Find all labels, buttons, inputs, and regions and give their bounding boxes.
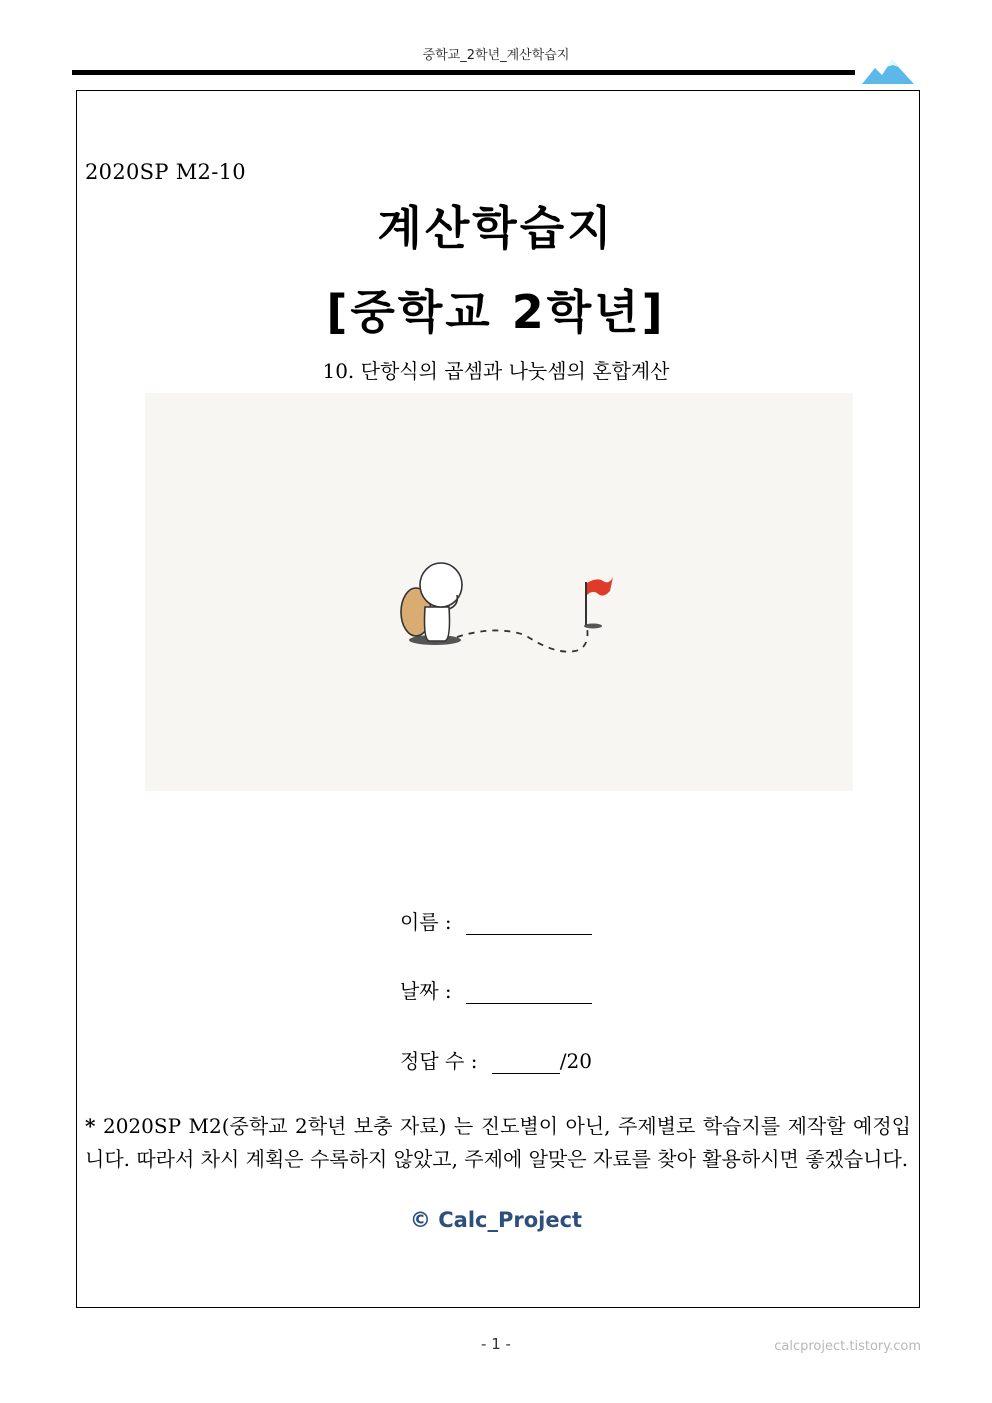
copyright-label: © Calc_Project <box>409 1208 583 1232</box>
header-rule <box>72 70 855 75</box>
date-blank[interactable] <box>466 983 592 1004</box>
note-star: * <box>85 1114 96 1138</box>
name-field <box>0 906 992 935</box>
note-text: 2020SP M2(중학교 2학년 보충 자료) 는 진도별이 아닌, 주제별로 학습지를 제작할 예정입니다. 따라서 차시 계획은 수록하지 않았고, 주제에 알맞은 자료를 찾아 활용하시면 좋겠습니다. <box>85 1114 911 1171</box>
topic-heading: 10. 단항식의 곱셈과 나눗셈의 혼합계산 <box>322 359 670 383</box>
page-number: - 1 - <box>481 1335 511 1353</box>
note-paragraph <box>85 1110 911 1176</box>
score-blank[interactable] <box>492 1053 560 1074</box>
cover-illustration <box>145 393 853 791</box>
name-label: 이름 : <box>399 910 452 934</box>
document-code: 2020SP M2-10 <box>85 160 246 184</box>
page-subtitle: [중학교 2학년] <box>326 285 666 339</box>
score-total: /20 <box>559 1049 592 1073</box>
page-title: 계산학습지 <box>377 201 615 255</box>
running-header-title: 중학교_2학년_계산학습지 <box>422 48 570 63</box>
site-url: calcproject.tistory.com <box>774 1339 921 1354</box>
score-label: 정답 수 : <box>400 1049 478 1073</box>
mountain-logo-icon <box>862 56 914 86</box>
name-blank[interactable] <box>466 914 592 935</box>
score-field <box>0 1045 992 1074</box>
date-label: 날짜 : <box>399 979 452 1003</box>
date-field <box>0 975 992 1004</box>
character-walking-to-flag-icon <box>145 393 853 791</box>
